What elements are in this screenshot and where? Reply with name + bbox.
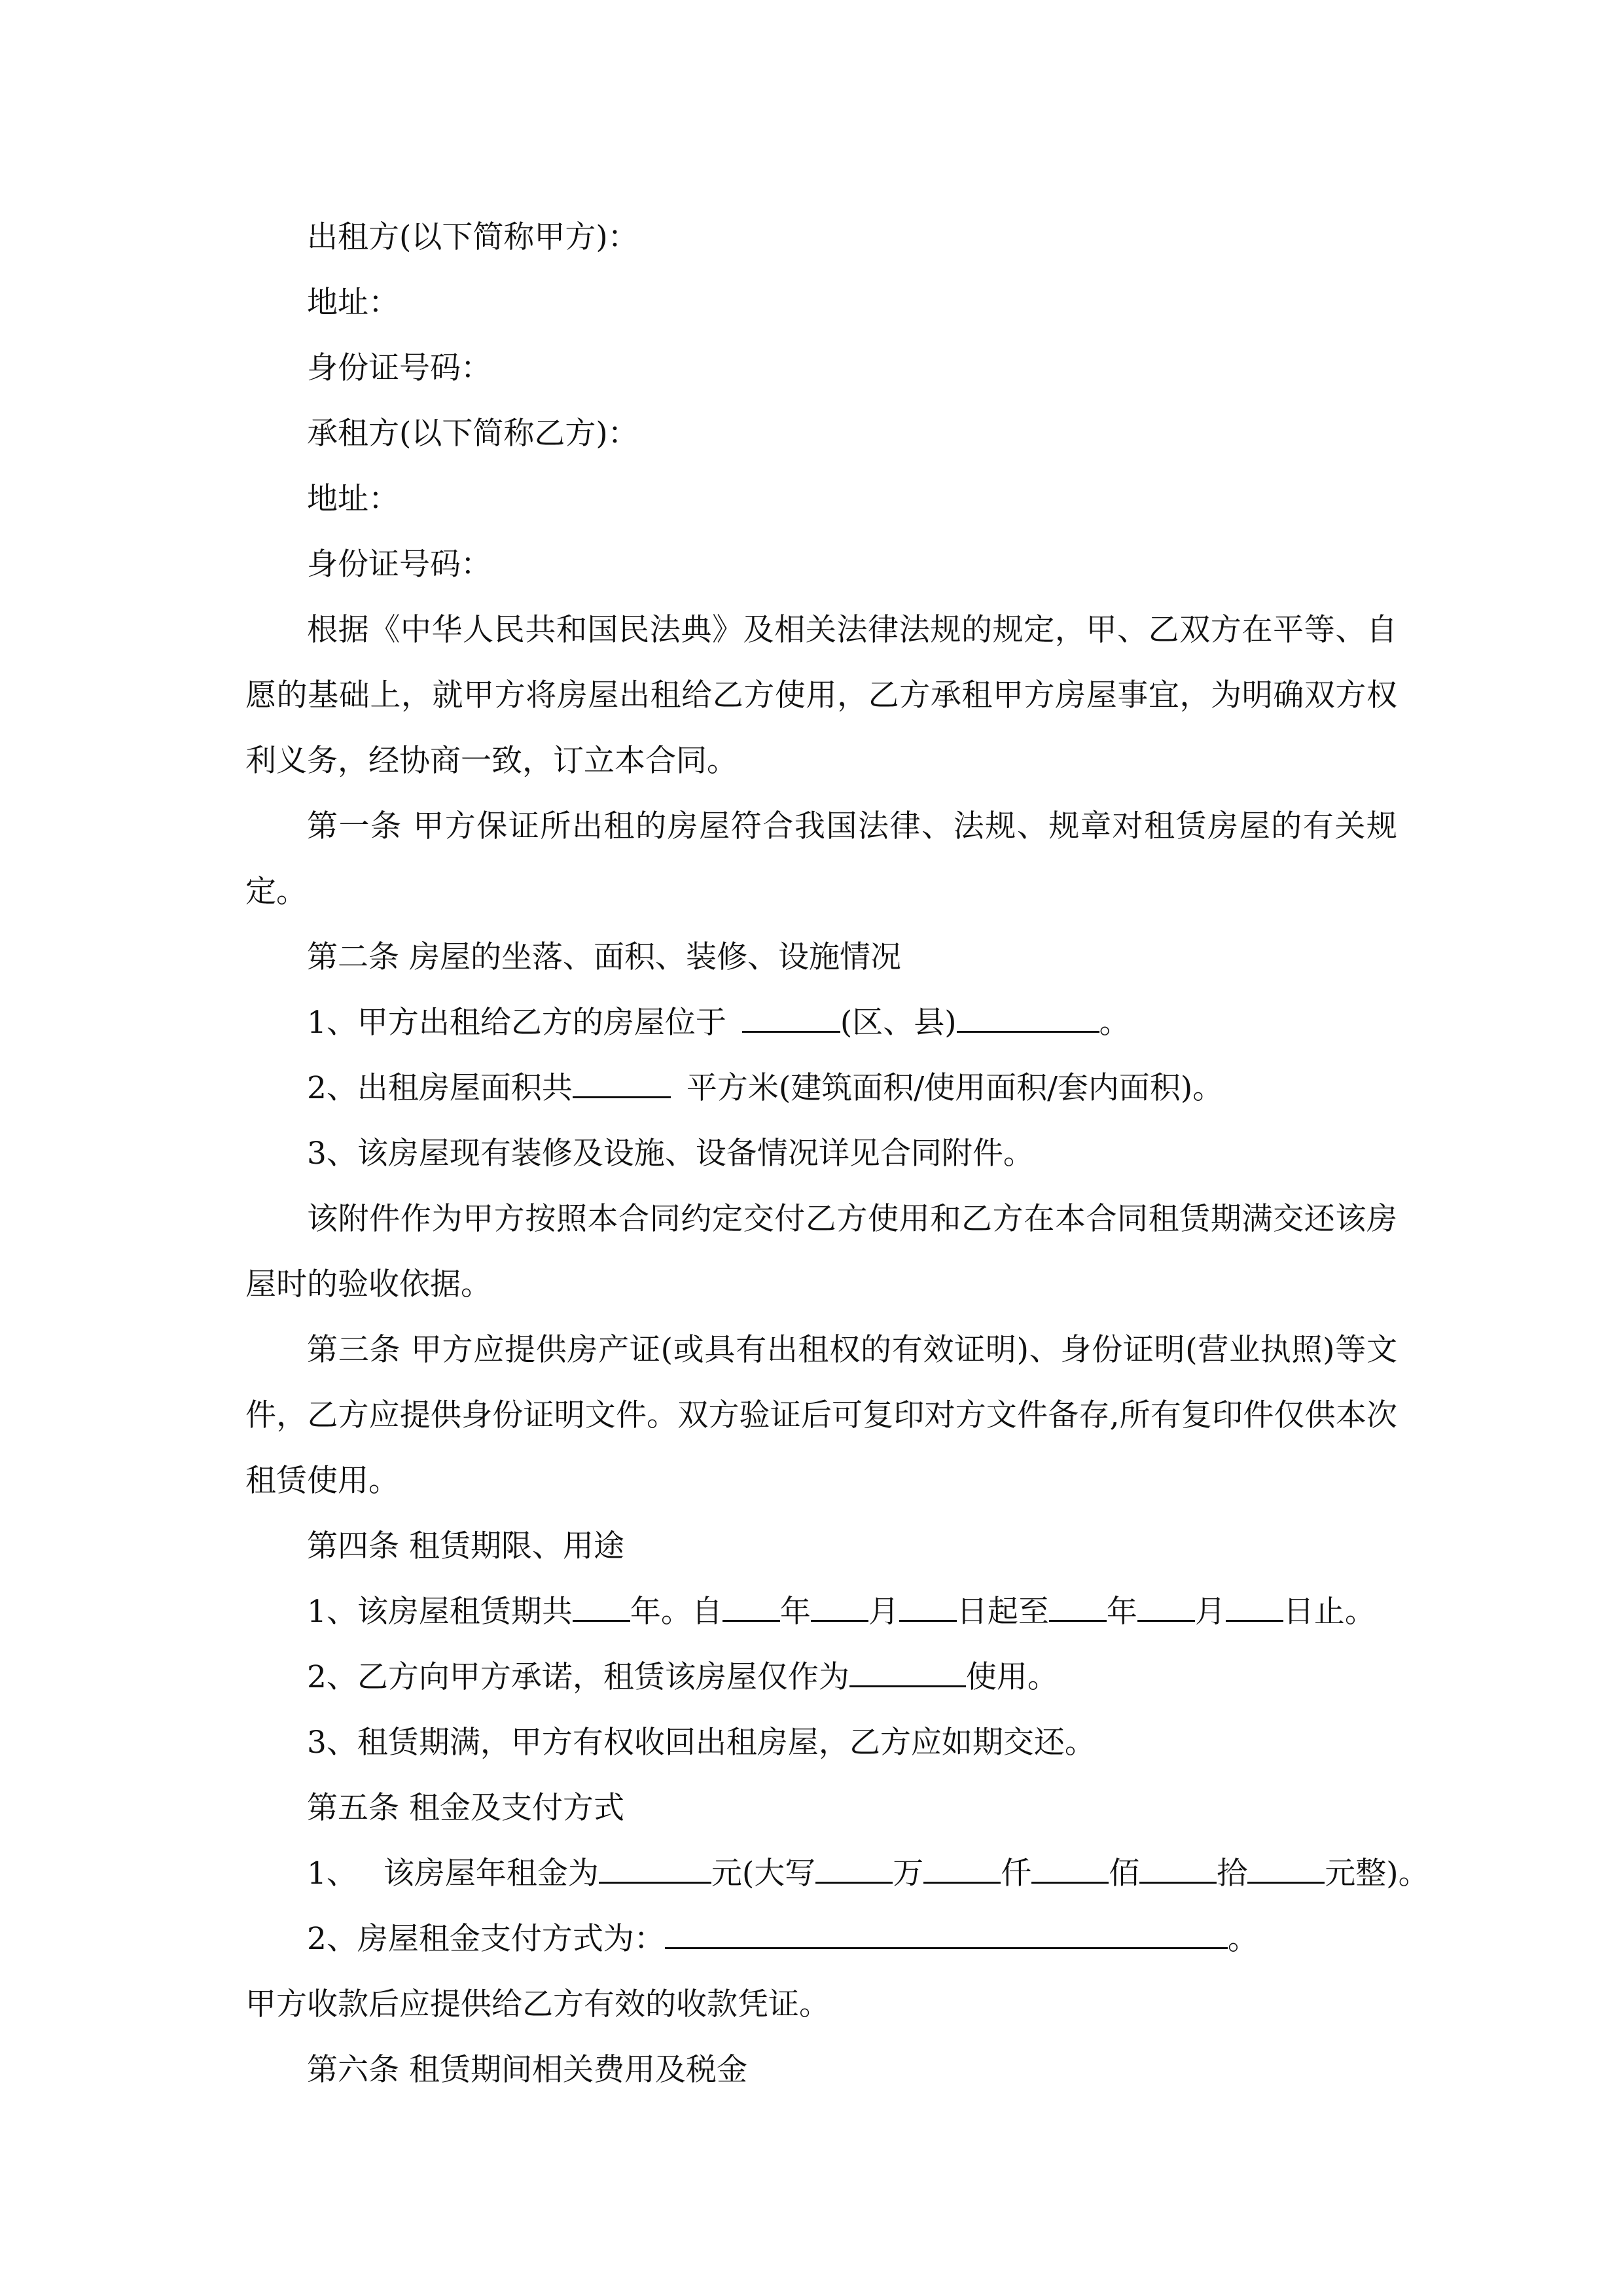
district-blank — [742, 1006, 840, 1033]
article-4-title: 第四条 租赁期限、用途 — [307, 1528, 624, 1564]
qian-label: 仟 — [1001, 1856, 1032, 1892]
start-month-blank — [811, 1595, 868, 1622]
party-a-address-line: 地址： — [307, 285, 399, 321]
preamble-paragraph: 根据《中华人民共和国民法典》及相关法律法规的规定，甲、乙双方在平等、自愿的基础上，就甲方将房屋出租给乙方使用，乙方承租甲方房屋事宜，为明确双方权利义务，经协商一致，订立本合同。 — [245, 612, 1397, 779]
qian-blank — [923, 1857, 1001, 1884]
bai-blank — [1031, 1857, 1109, 1884]
start-day-blank — [899, 1595, 957, 1622]
start-day-label: 日起至 — [956, 1594, 1049, 1630]
lease-years-blank — [573, 1595, 630, 1622]
annual-rent-blank — [599, 1857, 711, 1884]
annual-rent-label: 该房屋年租金为 — [383, 1856, 599, 1892]
usage-suffix: 使用。 — [965, 1659, 1058, 1695]
article-5-item-1 — [245, 1841, 1429, 1907]
rent-item-number: 1、 — [307, 1856, 357, 1892]
article-2-item-1-suffix: 。 — [1099, 1005, 1130, 1041]
start-year-blank — [722, 1595, 780, 1622]
start-year-label: 年 — [779, 1594, 811, 1630]
article-5-note: 甲方收款后应提供给乙方有效的收款凭证。 — [245, 1986, 830, 2022]
usage-blank — [849, 1660, 966, 1687]
end-month-label: 月 — [1194, 1594, 1226, 1630]
usage-prefix: 2、乙方向甲方承诺，租赁该房屋仅作为 — [307, 1659, 849, 1695]
end-year-blank — [1049, 1595, 1107, 1622]
shi-label: 拾 — [1217, 1856, 1248, 1892]
shi-blank — [1139, 1857, 1217, 1884]
payment-method-blank — [665, 1922, 1228, 1949]
article-1: 第一条 甲方保证所出租的房屋符合我国法律、法规、规章对租赁房屋的有关规定。 — [245, 808, 1397, 910]
payment-method-suffix: 。 — [1227, 1921, 1258, 1957]
article-2-item-2-prefix: 2、出租房屋面积共 — [307, 1070, 573, 1106]
lease-from-label: 年。自 — [630, 1594, 722, 1630]
article-5-item-2 — [245, 1907, 1397, 1972]
article-2-note: 该附件作为甲方按照本合同约定交付乙方使用和乙方在本合同租赁期满交还该房屋时的验收依据。 — [245, 1201, 1397, 1302]
article-2-item-3: 3、该房屋现有装修及设施、设备情况详见合同附件。 — [307, 1136, 1034, 1172]
party-b-line: 承租方(以下简称乙方)： — [307, 416, 639, 452]
start-month-label: 月 — [868, 1594, 899, 1630]
yuan-label: 元整)。 — [1325, 1856, 1429, 1892]
party-a-line: 出租方(以下简称甲方)： — [307, 219, 639, 255]
article-4-item-3: 3、租赁期满，甲方有权收回出租房屋，乙方应如期交还。 — [307, 1725, 1096, 1761]
article-2-item-2 — [245, 1056, 1397, 1121]
article-5-title: 第五条 租金及支付方式 — [307, 1790, 624, 1826]
article-2-item-1-prefix: 1、甲方出租给乙方的房屋位于 — [307, 1005, 726, 1041]
article-4-item-1 — [245, 1579, 1397, 1645]
end-day-blank — [1226, 1595, 1283, 1622]
article-2-item-1 — [245, 990, 1397, 1056]
party-a-id-line: 身份证号码： — [307, 350, 491, 386]
wan-blank — [815, 1857, 893, 1884]
contract-body — [245, 205, 1429, 2103]
address-blank — [957, 1006, 1099, 1033]
end-day-label: 日止。 — [1283, 1594, 1376, 1630]
area-blank — [573, 1071, 671, 1098]
wan-label: 万 — [893, 1856, 924, 1892]
end-month-blank — [1137, 1595, 1195, 1622]
payment-method-label: 2、房屋租金支付方式为： — [307, 1921, 665, 1957]
article-4-item-2 — [245, 1645, 1397, 1710]
article-2-item-2-suffix: 平方米(建筑面积/使用面积/套内面积)。 — [686, 1070, 1224, 1106]
party-b-id-line: 身份证号码： — [307, 547, 491, 583]
lease-term-prefix: 1、该房屋租赁期共 — [307, 1594, 573, 1630]
party-b-address-line: 地址： — [307, 481, 399, 517]
capital-amount-label: 元(大写 — [711, 1856, 816, 1892]
article-3: 第三条 甲方应提供房产证(或具有出租权的有效证明)、身份证明(营业执照)等文件，乙方应提供身份证明文件。双方验证后可复印对方文件备存,所有复印件仅供本次租赁使用。 — [245, 1332, 1397, 1499]
yuan-blank — [1247, 1857, 1325, 1884]
article-2-item-1-middle: (区、县) — [840, 1005, 957, 1041]
article-2-title: 第二条 房屋的坐落、面积、装修、设施情况 — [307, 939, 901, 975]
article-6-title: 第六条 租赁期间相关费用及税金 — [307, 2052, 747, 2088]
bai-label: 佰 — [1109, 1856, 1140, 1892]
end-year-label: 年 — [1106, 1594, 1137, 1630]
